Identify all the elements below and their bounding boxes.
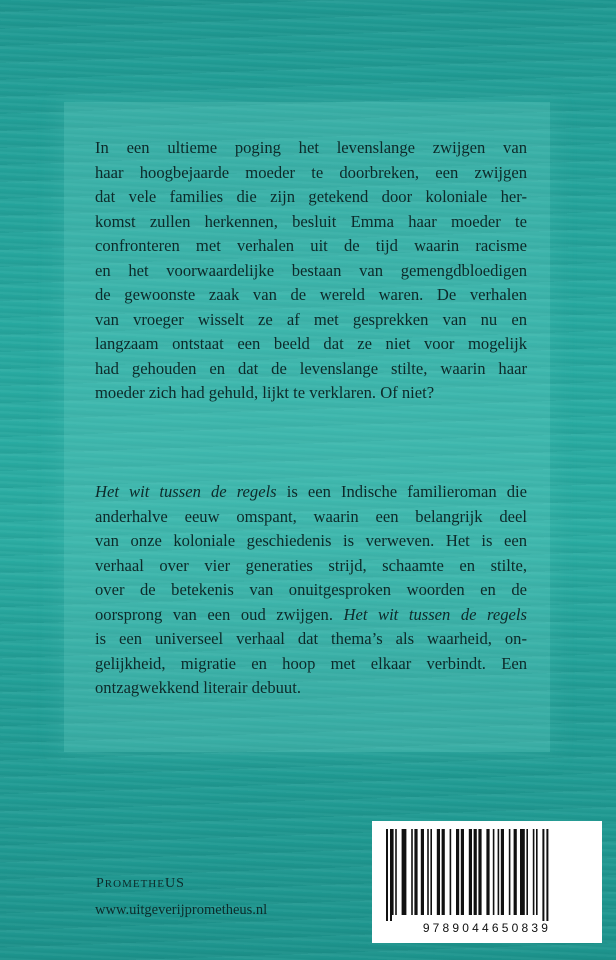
barcode-bar xyxy=(542,829,544,921)
barcode-bar xyxy=(478,829,481,915)
barcode-bar xyxy=(386,829,388,921)
blurb-text: oorsprong van een oud zwijgen. xyxy=(95,604,344,624)
barcode-bar xyxy=(509,829,511,915)
barcode-bar xyxy=(469,829,472,915)
publisher-logo: PROMETHEUS xyxy=(96,876,185,891)
barcode-bar xyxy=(442,829,445,915)
barcode-bar xyxy=(456,829,459,915)
barcode-bar xyxy=(493,829,495,915)
isbn-barcode xyxy=(372,821,602,943)
barcode-bar xyxy=(390,829,392,921)
barcode-bar xyxy=(437,829,440,915)
barcode-bars xyxy=(382,829,592,921)
blurb-line xyxy=(95,603,527,628)
barcode-bar xyxy=(414,829,417,915)
book-title-italic: Het wit tussen de regels xyxy=(343,604,527,624)
blurb-line: haar hoogbejaarde moeder te doorbreken, een zwijgen xyxy=(95,162,527,182)
blurb-line: In een ultieme poging het levenslange zwijgen van xyxy=(95,138,527,157)
barcode-bar xyxy=(421,829,424,915)
barcode-bar xyxy=(536,829,538,915)
blurb-line: over de betekenis van onuitgesproken woorden en de xyxy=(95,580,527,599)
blurb-line: gelijkheid, migratie en hoop met elkaar verbindt. Een xyxy=(95,653,527,673)
barcode-bar xyxy=(514,829,517,915)
barcode-bar xyxy=(546,829,548,921)
barcode-bar xyxy=(411,829,413,915)
blurb-line: van vroeger wisselt ze af met gesprekken van nu en xyxy=(95,309,527,329)
blurb-line: de gewoonste zaak van de wereld waren. De verhalen xyxy=(95,285,527,304)
blurb-line: komst zullen herkennen, besluit Emma haar moeder te xyxy=(95,211,527,231)
blurb-paragraph-1 xyxy=(95,136,527,406)
blurb-line: dat vele families die zijn getekend door koloniale her- xyxy=(95,187,527,206)
barcode-bar xyxy=(474,829,477,915)
barcode-bar xyxy=(498,829,500,915)
barcode-bar xyxy=(520,829,525,915)
blurb-line: is een universeel verhaal dat thema’s als waarheid, on- xyxy=(95,629,527,648)
blurb-line xyxy=(95,480,527,505)
blurb-paragraph-2 xyxy=(95,480,527,701)
book-title-italic: Het wit tussen de regels xyxy=(95,482,277,501)
barcode-bar xyxy=(392,829,394,915)
blurb-line: van onze koloniale geschiedenis is verweven. Het is een xyxy=(95,531,527,550)
barcode-bar xyxy=(501,829,504,915)
barcode-bar xyxy=(430,829,432,915)
publisher-website: www.uitgeverijprometheus.nl xyxy=(95,902,268,918)
blurb-line: confronteren met verhalen uit de tijd waarin racisme xyxy=(95,236,527,255)
barcode-bar xyxy=(395,829,397,915)
blurb-line: moeder zich had gehuld, lijkt te verklaren. Of niet? xyxy=(95,383,435,402)
barcode-bar xyxy=(450,829,452,915)
blurb-line: langzaam ontstaat een beeld dat ze niet voor mogelijk xyxy=(95,334,527,353)
barcode-bar xyxy=(486,829,489,915)
blurb-line: anderhalve eeuw omspant, waarin een belangrijk deel xyxy=(95,506,527,526)
blurb-line: en het voorwaardelijke bestaan van gemengdbloedigen xyxy=(95,260,527,280)
barcode-bar xyxy=(526,829,528,915)
barcode-bar xyxy=(533,829,535,915)
blurb-line: verhaal over vier generaties strijd, schaamte en stilte, xyxy=(95,555,527,575)
barcode-bar xyxy=(461,829,464,915)
blurb-line: ontzagwekkend literair debuut. xyxy=(95,678,301,697)
blurb-line: had gehouden en dat de levenslange stilte, waarin haar xyxy=(95,358,527,378)
barcode-bar xyxy=(427,829,429,915)
barcode-bar xyxy=(402,829,407,915)
isbn-number: 9789044650839 xyxy=(422,921,552,935)
blurb-text: is een Indische familieroman die xyxy=(276,482,527,501)
